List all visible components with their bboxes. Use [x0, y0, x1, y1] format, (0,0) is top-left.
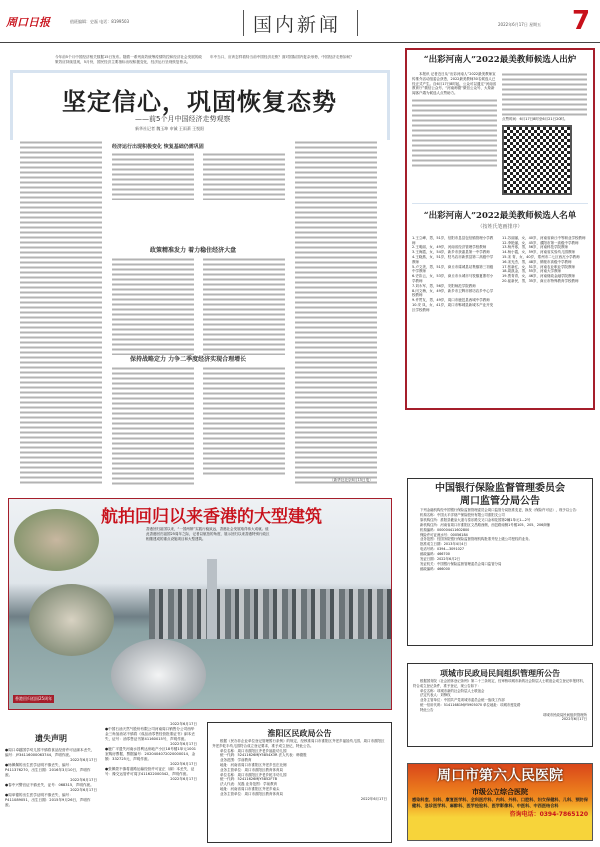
masthead-meta: 值班编辑：史磊 电话：8199503 [70, 19, 130, 24]
teacher-list-title: “出彩河南人”2022最美教师候选人名单 [423, 210, 577, 221]
lead-headline: 坚定信心，巩固恢复态势 [62, 87, 337, 116]
hospital-tag: 市级公立综合医院 [472, 787, 528, 796]
divider [243, 10, 244, 36]
page-number: 7 [572, 6, 591, 36]
lost-notice: ●周单德的出生医学证明不慎丢失，编号：P411089051，出生日期：2015年9月26日，声明作废。 [5, 793, 91, 807]
hospital-depts: 感染科室、妇科、康复医学科、全科医疗科、内科、外科、口腔科、妇女保健科、儿科、预防保健科、急诊医学科、麻醉科、医学检验科、医学影像科、中医科、中西医结合科 [412, 797, 588, 808]
teacher-list-right: 11.苏丽丽，女，40岁，河南省商丘中等职业学校教师 12.李艳丽，女，45岁，濮阳市第一高级中学教师 13.杨丹寒，男，56岁，河南科技学院教师 14.杨小霞，女，59岁，河南省实验幼儿园教师 15.宋 青，女，40岁，郑州市二七区西瓦小学教师 16.宋光杰，男，48岁，鹤壁市高级中学教师 17.张新红，女，51岁，河南农业职业学院教师 18.周凯金，男，55岁，河南大学教师 19.贾青青，女，46岁，河南财政金融学院教师 20.崔新民，男，35岁，商丘市特殊教育学校教师 [502, 235, 586, 283]
teacher-list-left: 1.王立峰，男，51岁，信阳市息县包信镇管理小学教师 2.王明丽，女，49岁，河南省经济管理学校教师 3.王海霞，女，54岁，新乡市获嘉县第一中学教师 4.王晓燕，女，51岁，驻马店市新蔡县第二高级中学教师 5.卢文美，男，51岁，商丘市虞城县站集镇第三初级中学教师 6.史彩云，女，53岁，商丘市永城市马牧镇夏寨村小学教师 7.刘永军，男，56岁，安阳师范学院教师 8.闫文梅，女，49岁，新乡市卫辉市顿坊店乡中心学校教师 9.许贯友，男，49岁，周口市鹿邑县西城中学教师 10.安 凤，女，41岁，周口市郸城县新城木产业开发区学校教师 [412, 235, 494, 312]
lead-intro-left: 今年前5个月中国经济相关数据15日发布。随着一系列高效统筹疫情防控和经济社会发展的政策效应持续显现，5月份，国民经济主要指标出现积极变化，经济运行呈现恢复势头。 [55, 55, 203, 64]
hospital-ad [407, 763, 593, 841]
lead-body-col [203, 366, 285, 476]
huaiyang-body: 根据《民办非企业单位登记管理暂行条例》的规定，经核准周口市淮阳区齐老乡福娃幼儿园、周口市淮阳区齐老乡乾丰幼儿园符合成立登记要求，准予成立登记，特此公告。 [212, 739, 385, 748]
lead-subhead-1: 经济运行出现积极变化 恢复基础仍需巩固 [112, 144, 204, 150]
cbirc-notice: 中国银行保险监督管理委员会 周口监管分局公告 下列金融机构经中国银行保险监督管理委员会周口监管分局批准变更，换发《保险许可证》，现予以公告： 机构名称：中国太平洋财产保险股份有限公司淮阳支公司 原机构住所：淮阳县羲皇大道与泰乐路交叉口金和花园第2幢1单元1—2号 新机构住所：河南省周口市淮阳区文昌路西侧，西邑路南侧1号楼105、205、206商铺 机构编码：000004411602800 保险许可证流水号：00056184 业务范围：经国务院银行保险监督管理机构批准并经上级公司授权的业务。 批准成立日期：2013年4月4日 电话号码：0394—3091027 邮政编码：466700 发证日期：2022年6月2日 发证机关：中国银行保险监督管理委员会周口监管分局 邮政编码：466000 [407, 478, 593, 646]
hospital-name: 周口市第六人民医院 [437, 768, 563, 784]
lead-subhead-2: 政策精准发力 着力稳住经济大盘 [150, 247, 237, 254]
issue-date: 2022年6月17日 星期五 [498, 22, 542, 27]
lead-body-col [112, 152, 194, 200]
masthead-logo: 周口日报 [6, 16, 50, 29]
lead-body-col [203, 152, 285, 200]
photo-badge: 香港回归祖国25周年 [15, 696, 53, 701]
lost-notice: ●鹿广平遗失河南水昌利达房地产小区18号楼1单元1001室购房票据，票据编号：2020404072020000014，金额：332725元，声明作废。 2022年6月17日 [105, 747, 197, 766]
photo-caption: 香港回归祖国以来，“一国两制”实践行稳致远，香港社会发展取得伟大成就。值此香港回归祖国25周年之际，记者以航拍的角度，展示回归以来香港特别行政区相继建成的重点设施项目和大型建筑。 [146, 527, 270, 541]
lead-body-col [112, 366, 194, 485]
lost-notice: ●张佩蒙不慎将道路运输经营许可证正（副）本丢失，证号：豫交运管许可周字411622000342，声明作废。 2022年6月17日 [105, 767, 197, 781]
section-title: 国内新闻 [253, 14, 342, 36]
lost-notice: ●周口卓越国学幼儿园不慎将食品经营许可证副本丢失，编号：JY34116000063744，声明作废。 2022年6月17日 [5, 748, 97, 762]
cbirc-title: 中国银行保险监督管理委员会 [435, 483, 565, 494]
inset-photo [111, 639, 206, 710]
hospital-phone: 咨询电话：0394-7865120 [509, 811, 588, 818]
lead-body-col [203, 257, 285, 355]
lost-notices-col-1 [5, 748, 97, 808]
teacher-list-subtitle: （按姓氏笔画排序） [477, 223, 523, 230]
hong-kong-photo [8, 498, 392, 710]
lost-notice: ●中国石油天然气股份有限公司河南周口销售分公司西华金三角加油站不慎将《成品油零售经营批准证书》副本丢失，证号：油零售证书第41160015号，声明作废。 2022年6月17日 [105, 727, 197, 746]
teacher-title: “出彩河南人”2022最美教师候选人出炉 [423, 55, 577, 65]
huaiyang-title: 淮阳区民政局公告 [267, 728, 332, 738]
photo-title: 航拍回归以来香港的大型建筑 [101, 507, 322, 527]
teacher-body: 本报讯 记者近日从“出彩河南人”2022最美教师宣传推介活动组委会获悉，2022最美教师30名候选人已经正式产生。自6月17日8时起，公众可以通过“河南省教育厅”微信公众号、“河南师德”微信公众号、大象新闻客户端为候选人点赞助力。 [412, 72, 497, 195]
qr-code[interactable] [502, 125, 572, 195]
inset-photo [14, 509, 99, 571]
lead-source: （新华社北京6月15日电） [330, 478, 373, 482]
lead-body-col [295, 140, 377, 485]
inset-photo [29, 584, 114, 656]
lead-intro-right: 年中当口，应该怎样看待当前中国经济走势？面对国际国内复杂形势，中国经济走势如何？ [210, 55, 354, 59]
tower [207, 559, 217, 639]
header-rule [0, 42, 600, 43]
lost-notice: ●春中兴警官证不慎丢失，证号：068315，声明作废。 2022年6月17日 [5, 783, 97, 792]
lost-notice: ●杨佩佩的出生医学证明不慎丢失，编号：P411376270，出生日期：2016年3月10日，声明作废。 2022年6月17日 [5, 763, 97, 782]
vote-time: 点赞时间：6月17日8时至6月21日20时。 [502, 117, 568, 121]
lead-subhead-3: 保持战略定力 力争二季度经济实现合理增长 [130, 356, 247, 363]
divider [357, 10, 358, 36]
xiangcheng-notice: 项城市民政局民间组织管理所公告 根据国务院《社会团体登记条例》第二十三条规定，经审核项城市新的社会阶层人士联谊会成立登记申报材料，符合成立登记条件，准予登记，现公告如下： 单位名称：项城市新的社会阶层人士联谊会 法定代表人：刘锋权 业务主管单位：中国共产党项城市委员会统一战线工作部 统一信用代码：51411681MJY5905070 单位地址：项城市莲花路 特此公告 项城市民政局民间组织管理所 2022年6月17日 [407, 663, 593, 747]
lead-subtitle: ——前5个月中国经济走势观察 [135, 115, 231, 123]
lead-body-col [20, 140, 102, 485]
skyline [149, 589, 392, 639]
huaiyang-notice: 淮阳区民政局公告 根据《民办非企业单位登记管理暂行条例》的规定，经核准周口市淮阳区齐老乡福娃幼儿园、周口市淮阳区齐老乡乾丰幼儿园符合成立登记要求，准予成立登记，特此公告。 单位名称：周口市淮阳区齐老乡福娃幼儿园 统一代码：52411626MJY5854X3R 法人代表：韩德胜 业务范围：学前教育 地址：河南省周口市淮阳区齐老乡岳庄北侧 业务主管单位：周口市淮阳区教育体育局 单位名称：周口市淮阳区齐老乡乾丰幼儿园 统一代码：52411626MJY5852F7B 法人代表：吴磊 业务范围：学前教育 地址：河南省周口市淮阳区齐老乡南头 业务主管单位：周口市淮阳区教育体育局 2022年6月17日 [207, 722, 392, 843]
xiangcheng-title: 项城市民政局民间组织管理所公告 [440, 668, 560, 678]
huaiyang-lines: 单位名称：周口市淮阳区齐老乡福娃幼儿园 统一代码：52411626MJY5854X3R 法人代表：韩德胜 业务范围：学前教育 地址：河南省周口市淮阳区齐老乡岳庄北侧 业务主管单位：周口市淮阳区教育体育局 单位名称：周口市淮阳区齐老乡乾丰幼儿园 统一代码：52411626MJY5852F7B 法人代表：吴磊 业务范围：学前教育 地址：河南省周口市淮阳区齐老乡南头 业务主管单位：周口市淮阳区教育体育局 [220, 748, 307, 796]
lead-body-col [112, 257, 194, 355]
cbirc-subtitle: 周口监管分局公告 [460, 496, 540, 507]
lead-byline: 新华社记者 魏玉坤 申铖 王雨萧 王悦阳 [135, 126, 205, 131]
lost-notices-col-2: 2022年6月17日 ●中国石油天然气股份有限公司河南周口销售分公司西华金三角加油站不慎将《成品油零售经营批准证书》副本丢失，证号：油零售证书第41160015号，声明作废。 2022年6月17日 ●鹿广平遗失河南水昌利达房地产小区18号楼1单元1001室购房票据，票据编号：2020404072020000014，金额：332725元，声明作废。 2022年6月17日 ●张佩蒙不慎将道路运输经营许可证正（副）本丢失，证号：豫交运管许可周字411622000342，声明作废。 2022年6月17日 [105, 722, 197, 781]
teacher-box [405, 48, 595, 410]
lost-notices-title: 遗失声明 [35, 733, 67, 743]
divider [412, 203, 588, 204]
